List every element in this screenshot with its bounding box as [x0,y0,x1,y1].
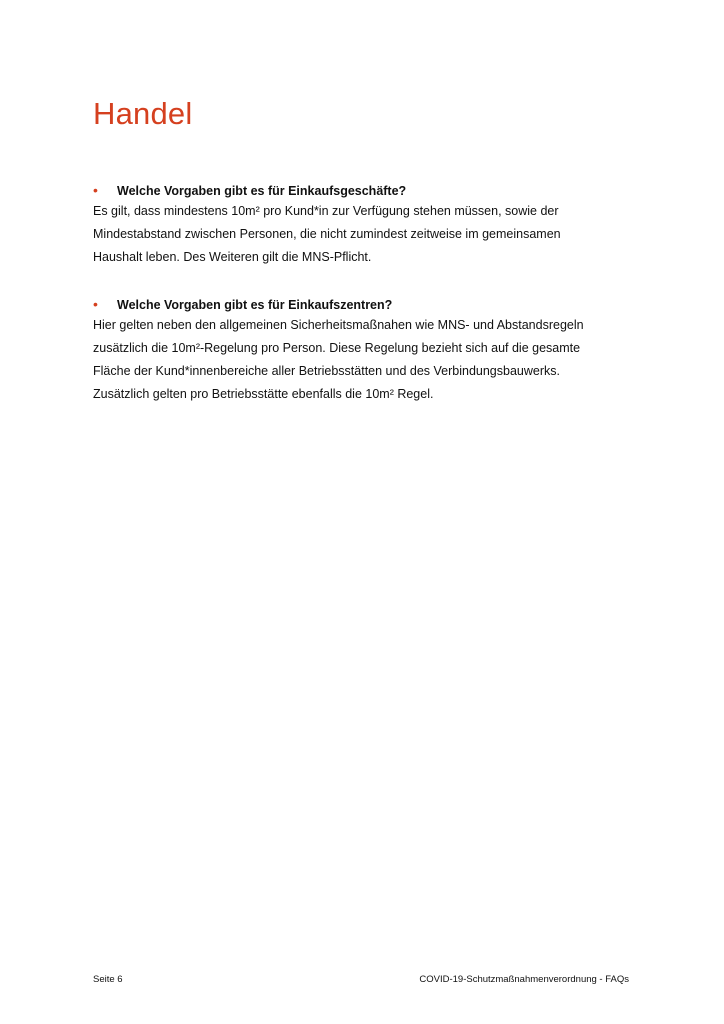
question-text: Welche Vorgaben gibt es für Einkaufszentren? [117,298,393,312]
bullet-icon: • [93,182,98,198]
answer-line: Haushalt leben. Des Weiteren gilt die MNS-Pflicht. [93,250,372,264]
answer-line: Mindestabstand zwischen Personen, die nicht zumindest zeitweise im gemeinsamen [93,227,561,241]
answer-text [93,200,653,269]
question-row [93,294,653,314]
faq-section-einkaufszentren [93,294,653,406]
faq-section-einkaufsgeschaefte [93,180,653,269]
question-row [93,180,653,200]
footer-page-number: Seite 6 [93,974,123,985]
answer-line: Zusätzlich gelten pro Betriebsstätte ebenfalls die 10m² Regel. [93,387,434,401]
bullet-icon: • [93,296,98,312]
answer-line: zusätzlich die 10m²-Regelung pro Person. Diese Regelung bezieht sich auf die gesamte [93,341,581,355]
question-text: Welche Vorgaben gibt es für Einkaufsgeschäfte? [117,184,407,198]
answer-line: Fläche der Kund*innenbereiche aller Betriebsstätten und des Verbindungsbauwerks. [93,364,560,378]
answer-line: Hier gelten neben den allgemeinen Sicherheitsmaßnahen wie MNS- und Abstandsregeln [93,318,584,332]
answer-line: Es gilt, dass mindestens 10m² pro Kund*in zur Verfügung stehen müssen, sowie der [93,204,559,218]
answer-text [93,314,653,406]
page-title: Handel [93,96,193,131]
footer-document-title: COVID-19-Schutzmaßnahmenverordnung - FAQs [419,974,629,985]
